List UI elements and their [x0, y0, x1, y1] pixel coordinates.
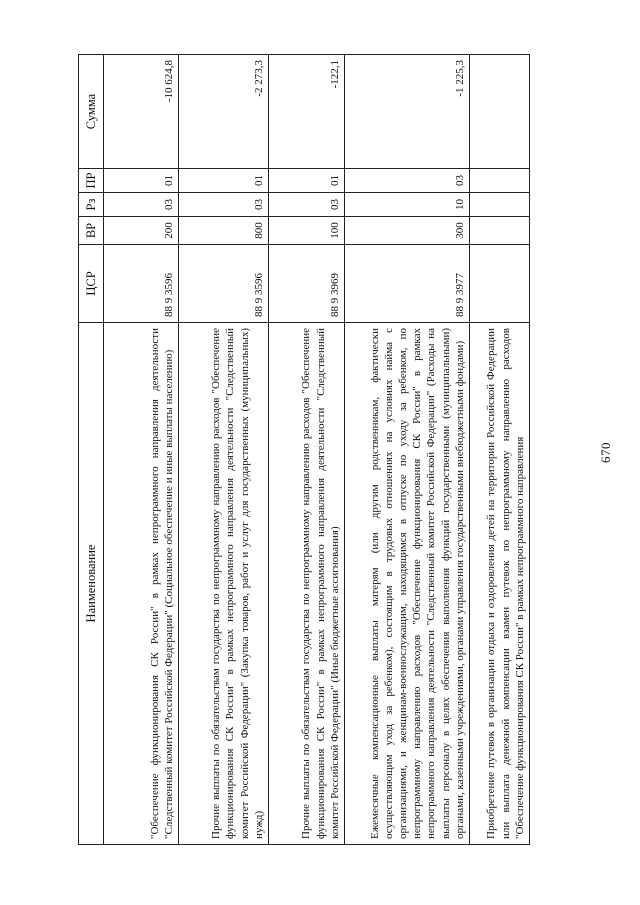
- row-name: Прочие выплаты по обязательствам государства по непрограммному направлению расходов "Обеспечение функционирования СК России" в рамках непрограммного направления деятельности "Следственный комитет Российской Федерации" (Закупка товаров, работ и услуг для государственных (муниципальных) нужд): [179, 323, 269, 845]
- row-csr: 88 9 3969: [269, 245, 345, 323]
- header-sum: Сумма: [79, 55, 104, 169]
- row-name: Приобретение путевок в организации отдыха и оздоровления детей на территории Российской Федерации или выплата денежной компенсации взамен путевок по непрограммному направлению расходов "Обеспечение функционирования СК России" в рамках непрограммного направления: [470, 323, 530, 845]
- table-row: [179, 55, 269, 845]
- row-vr: [470, 217, 530, 245]
- header-vr: ВР: [79, 217, 104, 245]
- row-vr: 800: [179, 217, 269, 245]
- table-row: [470, 55, 530, 845]
- row-rz: 03: [269, 193, 345, 217]
- row-sum: -122,1: [269, 55, 345, 169]
- row-pr: 01: [269, 169, 345, 193]
- table-row: [269, 55, 345, 845]
- row-csr: 88 9 3596: [104, 245, 179, 323]
- table-row: [104, 55, 179, 845]
- row-rz: 03: [179, 193, 269, 217]
- row-sum: [470, 55, 530, 169]
- row-name: Прочие выплаты по обязательствам государства по непрограммному направлению расходов "Обеспечение функционирования СК России" в рамках непрограммного направления деятельности "Следственный комитет Российской Федерации" (Иные бюджетные ассигнования): [269, 323, 345, 845]
- table-row: [345, 55, 470, 845]
- row-sum: -2 273,3: [179, 55, 269, 169]
- page-number: 670: [598, 442, 613, 463]
- row-rz: 03: [104, 193, 179, 217]
- row-csr: [470, 245, 530, 323]
- row-sum: -1 225,3: [345, 55, 470, 169]
- budget-table: [78, 54, 530, 845]
- row-pr: [470, 169, 530, 193]
- row-vr: 100: [269, 217, 345, 245]
- row-csr: 88 9 3977: [345, 245, 470, 323]
- row-sum: -10 624,8: [104, 55, 179, 169]
- header-pr: ПР: [79, 169, 104, 193]
- header-rz: Рз: [79, 193, 104, 217]
- row-pr: 01: [179, 169, 269, 193]
- row-rz: 10: [345, 193, 470, 217]
- header-name: Наименование: [79, 323, 104, 845]
- row-name: Ежемесячные компенсационные выплаты матерям (или другим родственникам, фактически осуществляющим уход за ребенком), состоящим в трудовых отношениях на условиях найма с организациями, и женщинам-военнослужащим, находящимся в отпуске по уходу за ребенком, по непрограммному направлению расходов "Обеспечение функционирования СК России" в рамках непрограммного направления деятельности "Следственный комитет Российской Федерации" (Расходы на выплаты персоналу в целях обеспечения выполнения функций государственными (муниципальными) органами, казенными учреждениями, органами управления государственными внебюджетными фондами): [345, 323, 470, 845]
- row-vr: 300: [345, 217, 470, 245]
- row-vr: 200: [104, 217, 179, 245]
- table-header-row: [79, 55, 104, 845]
- row-csr: 88 9 3596: [179, 245, 269, 323]
- row-rz: [470, 193, 530, 217]
- row-pr: 03: [345, 169, 470, 193]
- row-name: "Обеспечение функционирования СК России" в рамках непрограммного направления деятельности "Следственный комитет Российской Федерации" (Социальное обеспечение и иные выплаты населению): [104, 323, 179, 845]
- header-csr: ЦСР: [79, 245, 104, 323]
- row-pr: 01: [104, 169, 179, 193]
